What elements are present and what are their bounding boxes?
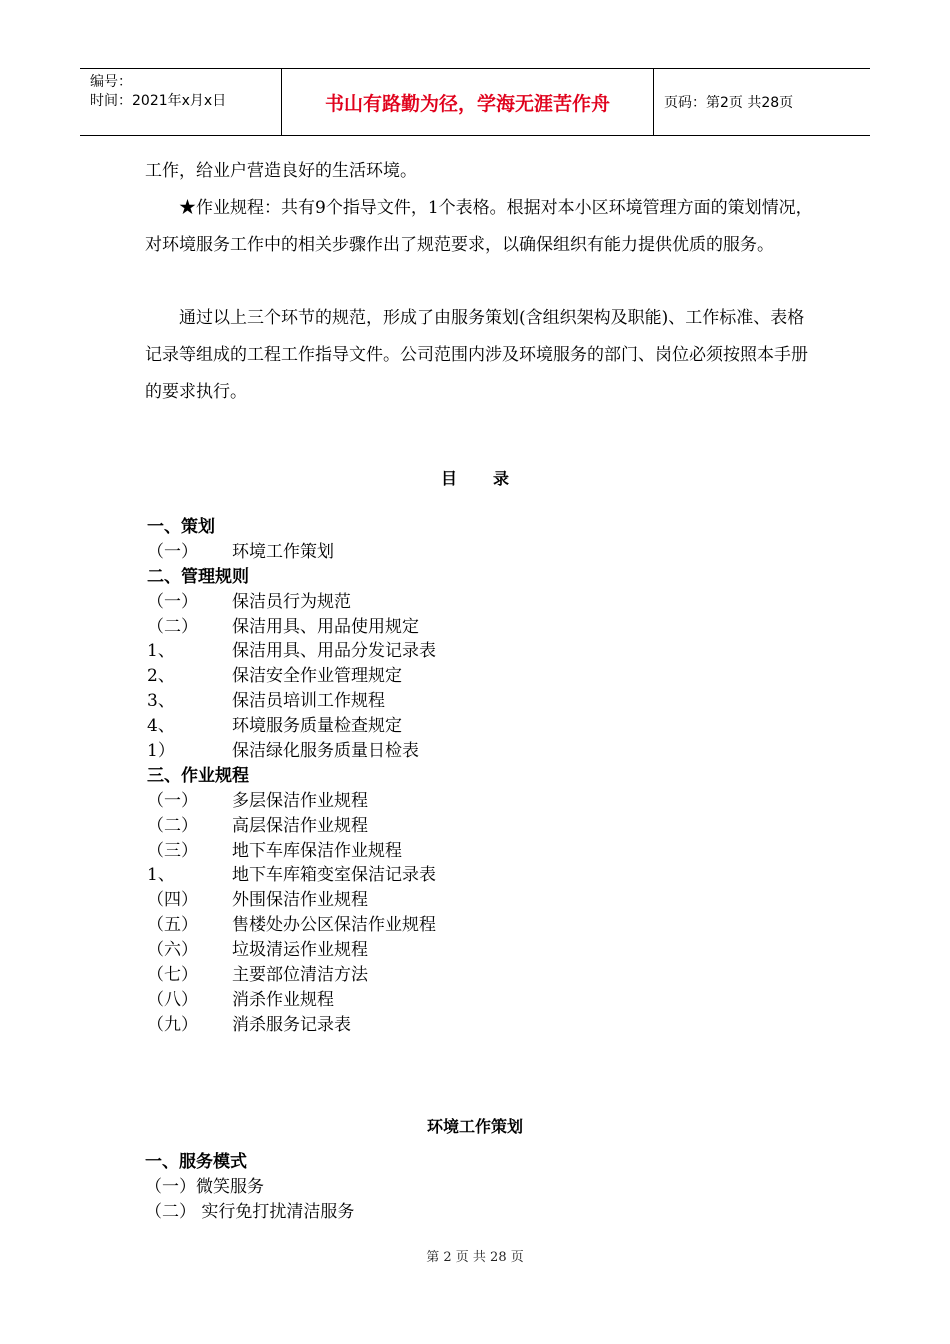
toc-item — [147, 714, 747, 739]
toc-text: 主要部位清洁方法 — [232, 965, 368, 986]
toc-item — [147, 988, 747, 1013]
toc-title-b: 录 — [493, 469, 510, 488]
toc-text: 垃圾清运作业规程 — [232, 940, 368, 961]
toc-item — [147, 863, 747, 888]
paragraph-1: 工作，给业户营造良好的生活环境。 — [145, 161, 417, 181]
toc-text: 环境工作策划 — [232, 541, 334, 562]
toc-number: 4、 — [147, 716, 175, 737]
paragraph-2: ★作业规程：共有9个指导文件，1个表格。根据对本小区环境管理方面的策划情况，对环境服务工作中的相关步骤作出了规范要求，以确保组织有能力提供优质的服务。 — [145, 198, 813, 255]
toc-item — [147, 814, 747, 839]
doc-number-label: 编号： — [90, 74, 132, 90]
toc-text: 售楼处办公区保洁作业规程 — [232, 915, 436, 936]
toc-text: 消杀作业规程 — [232, 989, 334, 1010]
toc-text: 保洁安全作业管理规定 — [232, 666, 402, 687]
toc-text: 外围保洁作业规程 — [232, 890, 368, 911]
header-page-info: 页码：第2页 共28页 — [664, 95, 794, 111]
toc-heading — [147, 515, 747, 540]
header-meta — [80, 69, 282, 135]
toc-item — [147, 639, 747, 664]
toc-number: 三、作业规程 — [147, 765, 249, 786]
header-table — [80, 68, 870, 136]
toc-title-a: 目 — [440, 469, 457, 488]
service-mode-item: （一）微笑服务 — [145, 1176, 264, 1197]
toc-number: （一） — [147, 790, 198, 811]
toc-text: 地下车库箱变室保洁记录表 — [232, 865, 436, 886]
toc-number: 2、 — [147, 666, 175, 687]
toc-item — [147, 888, 747, 913]
toc-text: 消杀服务记录表 — [232, 1014, 351, 1035]
toc-number: （七） — [147, 965, 198, 986]
toc-text: 地下车库保洁作业规程 — [232, 840, 402, 861]
toc-item — [147, 938, 747, 963]
toc-item — [147, 689, 747, 714]
header-motto: 书山有路勤为径，学海无涯苦作舟 — [282, 69, 654, 135]
toc-item — [147, 839, 747, 864]
toc-number: （三） — [147, 840, 198, 861]
toc-item — [147, 615, 747, 640]
toc-number: （六） — [147, 940, 198, 961]
page-footer: 第 2 页 共 28 页 — [426, 1250, 524, 1265]
toc-text: 保洁用具、用品使用规定 — [232, 616, 419, 637]
toc-item — [147, 1013, 747, 1038]
toc-number: （二） — [147, 616, 198, 637]
toc-item — [147, 963, 747, 988]
paragraph-3: 通过以上三个环节的规范，形成了由服务策划(含组织架构及职能)、工作标准、表格记录等组成的工程工作指导文件。公司范围内涉及环境服务的部门、岗位必须按照本手册的要求执行。 — [145, 308, 808, 402]
toc-number: （一） — [147, 541, 198, 562]
toc-number: （二） — [147, 815, 198, 836]
table-of-contents — [147, 515, 747, 1038]
toc-number: 1、 — [147, 641, 175, 662]
toc-text: 保洁员培训工作规程 — [232, 691, 385, 712]
toc-number: 3、 — [147, 691, 175, 712]
toc-number: 1） — [147, 741, 175, 762]
toc-number: （八） — [147, 989, 198, 1010]
toc-number: 二、管理规则 — [147, 566, 249, 587]
toc-number: （五） — [147, 915, 198, 936]
service-mode-section — [145, 1150, 354, 1225]
toc-text: 多层保洁作业规程 — [232, 790, 368, 811]
toc-item — [147, 789, 747, 814]
toc-heading — [147, 764, 747, 789]
toc-text: 环境服务质量检查规定 — [232, 716, 402, 737]
service-mode-item: （二） 实行免打扰清洁服务 — [145, 1201, 355, 1222]
toc-number: （一） — [147, 591, 198, 612]
toc-number: 1、 — [147, 865, 175, 886]
toc-item — [147, 913, 747, 938]
toc-item — [147, 540, 747, 565]
toc-text: 高层保洁作业规程 — [232, 815, 368, 836]
toc-number: （四） — [147, 890, 198, 911]
section-title: 环境工作策划 — [426, 1117, 523, 1136]
toc-item — [147, 590, 747, 615]
toc-text: 保洁绿化服务质量日检表 — [232, 741, 419, 762]
doc-date-label: 时间：2021年x月x日 — [90, 93, 227, 109]
toc-number: （九） — [147, 1014, 198, 1035]
toc-item — [147, 664, 747, 689]
toc-text: 保洁用具、用品分发记录表 — [232, 641, 436, 662]
toc-title — [0, 466, 950, 489]
toc-item — [147, 739, 747, 764]
toc-heading — [147, 565, 747, 590]
toc-number: 一、策划 — [147, 517, 215, 537]
service-mode-heading: 一、服务模式 — [145, 1152, 247, 1172]
toc-text: 保洁员行为规范 — [232, 591, 351, 612]
